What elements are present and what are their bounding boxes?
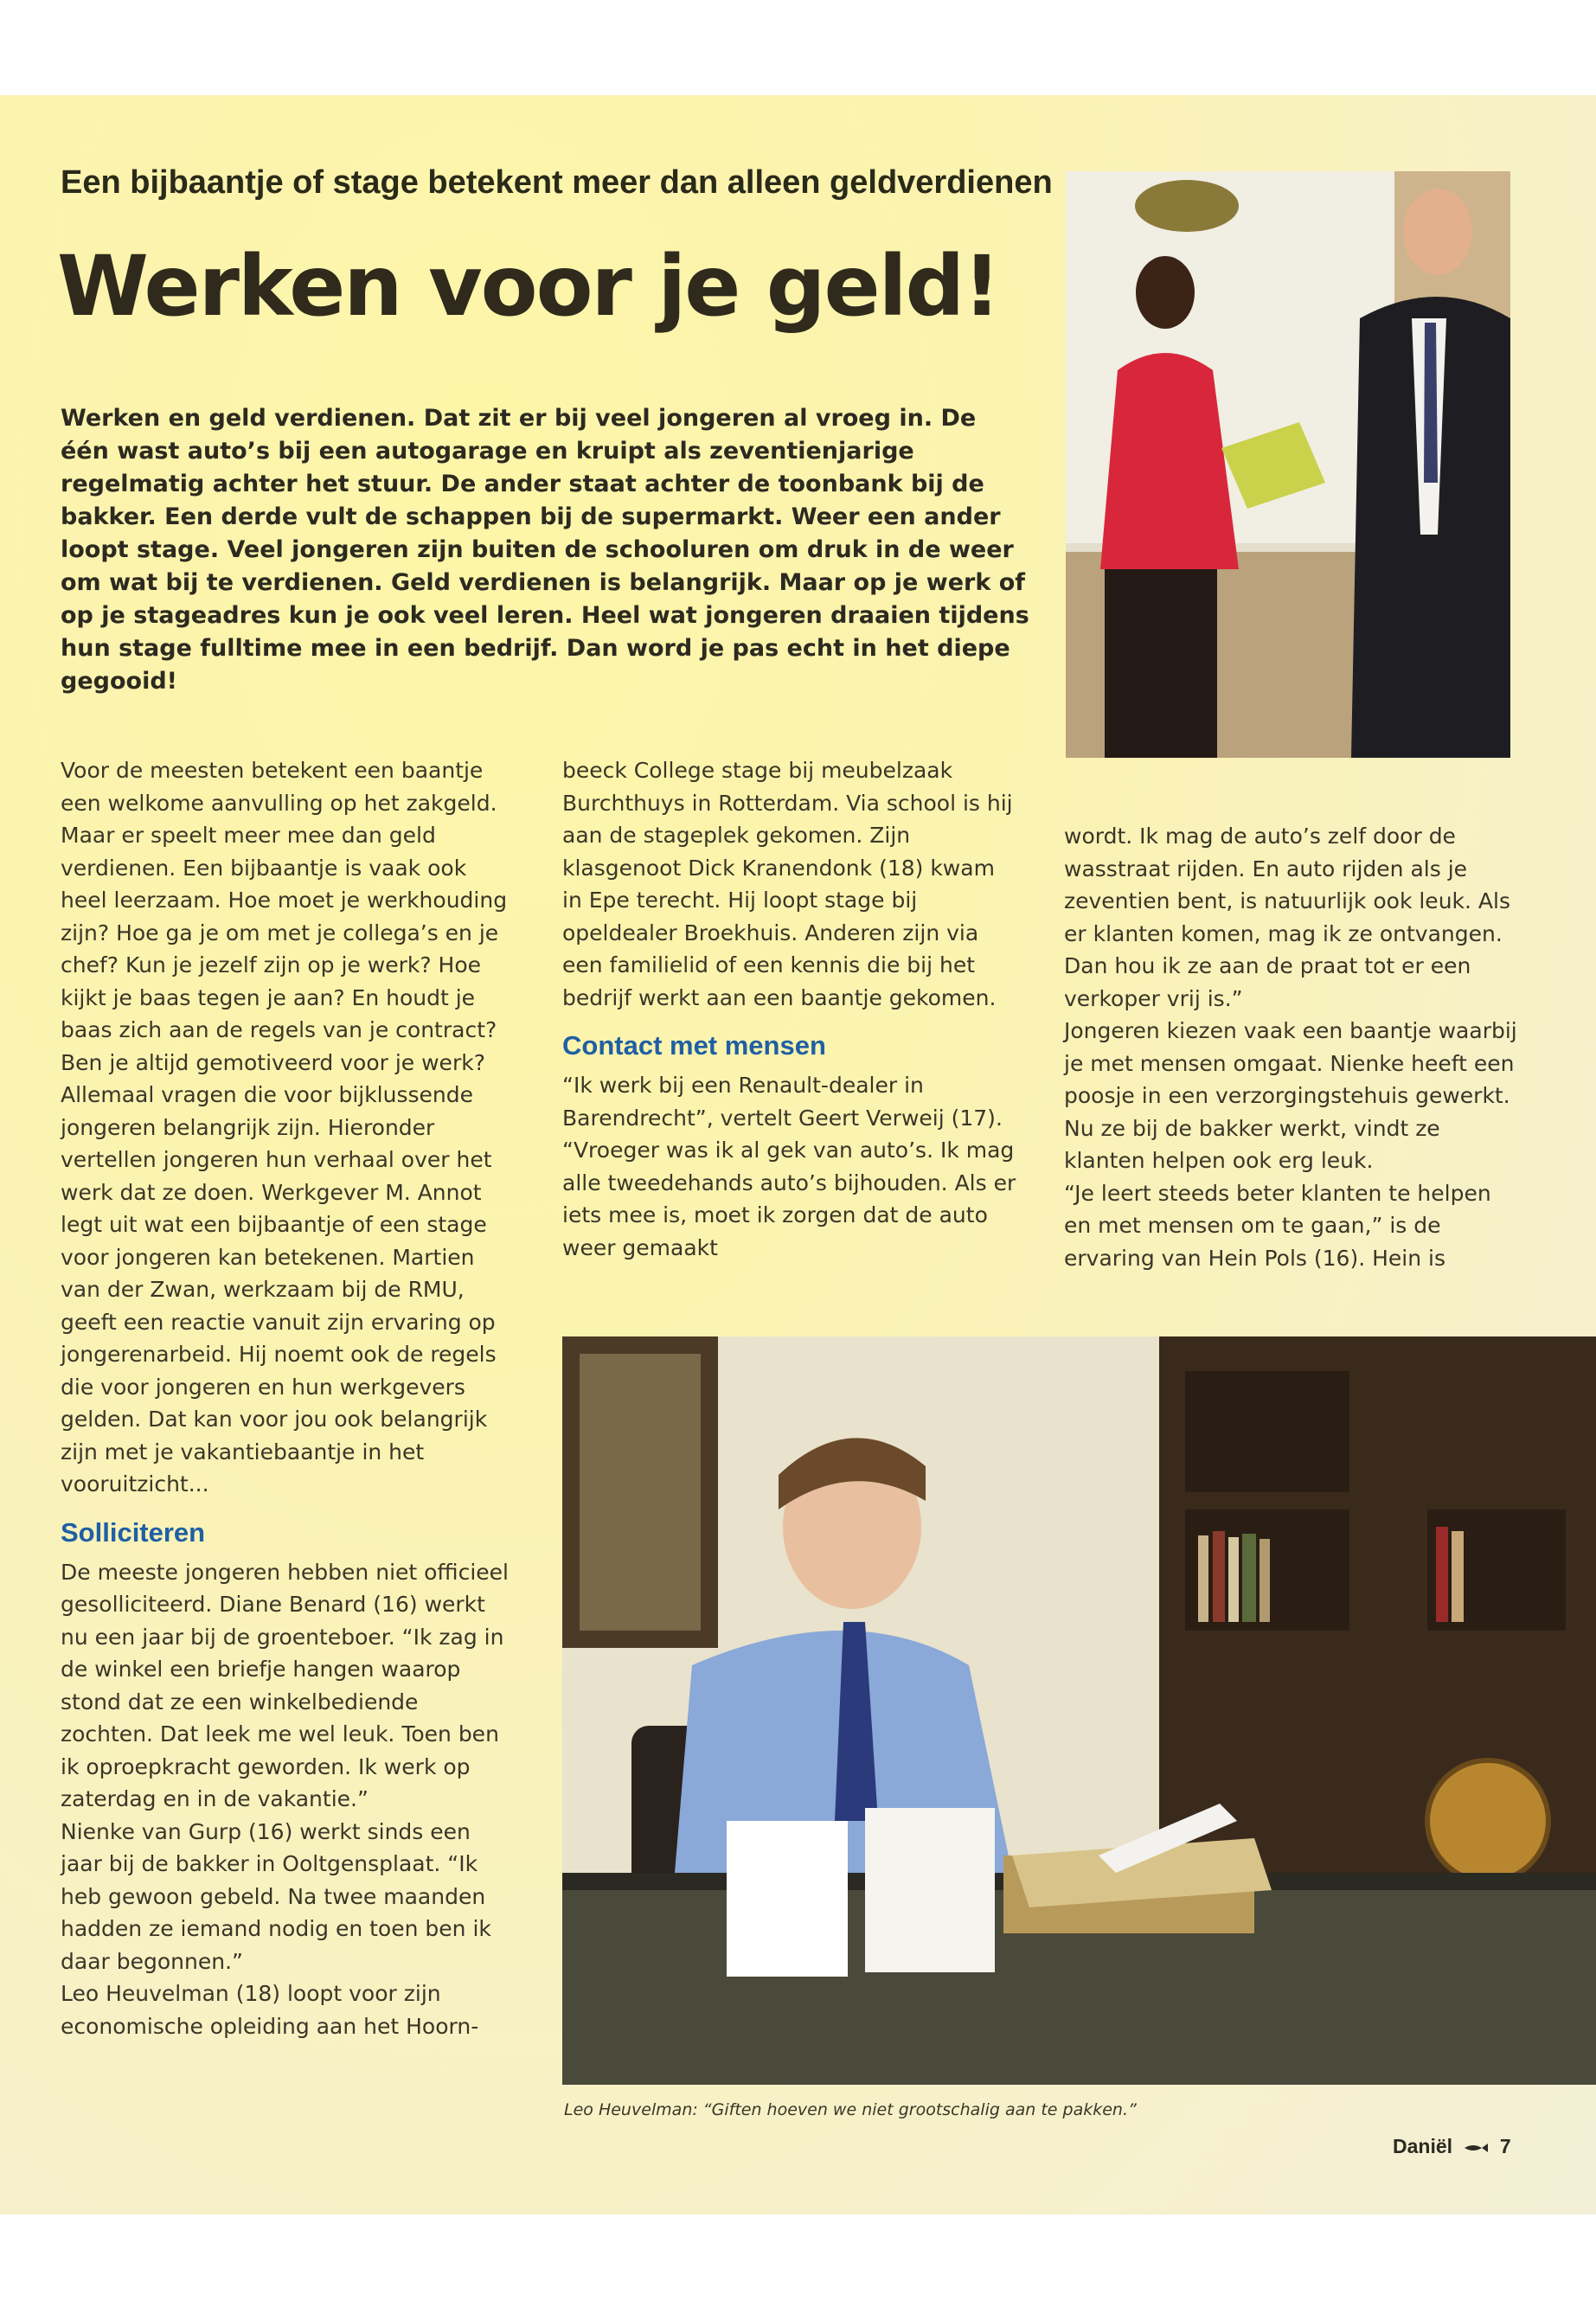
- column-3: [1064, 820, 1522, 1274]
- photo-caption: Leo Heuvelman: “Giften hoeven we niet grootschalig aan te pakken.”: [564, 2100, 1137, 2119]
- heading-contact: Contact met mensen: [562, 1030, 826, 1061]
- fish-icon: [1463, 2143, 1489, 2153]
- paragraph: “Je leert steeds beter klanten te helpen en met mensen om te gaan,” is de ervaring van Hein Pols (16). Hein is: [1064, 1180, 1491, 1271]
- article-lead: Werken en geld verdienen. Dat zit er bij veel jongeren al vroeg in. De één wast auto’s bij een autogarage en kruipt als zeventienjarige regelmatig achter het stuur. De ander staat achter de toonbank bij de bakker. Een derde vult de schappen bij de supermarkt. Weer een ander loopt stage. Veel jongeren zijn buiten de schooluren om druk in de weer om wat bij te verdienen. Geld verdienen is belangrijk. Maar op je werk of op je stageadres kun je ook veel leren. Heel wat jongeren draaien tijdens hun stage fulltime mee in een bedrijf. Dan word je pas echt in het diepe gegooid!: [61, 405, 1029, 695]
- paragraph: Leo Heuvelman (18) loopt voor zijn economische opleiding aan het Hoorn-: [61, 1981, 479, 2039]
- paragraph: Voor de meesten betekent een baantje een welkome aanvulling op het zakgeld. Maar er speelt meer mee dan geld verdienen. Een bijbaantje is vaak ook heel leerzaam. Hoe moet je werkhouding zijn? Hoe ga je om met je collega’s en je chef? Kun je jezelf zijn op je werk? Hoe kijkt je baas tegen je aan? En houdt je baas zich aan de regels van je contract? Ben je altijd gemotiveerd voor je werk? Allemaal vragen die voor bijklussende jongeren belangrijk zijn. Hieronder vertellen jongeren hun verhaal over het werk dat ze doen. Werkgever M. Annot legt uit wat een bijbaantje of een stage voor jongeren kan betekenen. Martien van der Zwan, werkzaam bij de RMU, geeft een reactie vanuit zijn ervaring op jongerenarbeid. Hij noemt ook de regels die voor jongeren en hun werkgevers gelden. Dat kan voor jou ook belangrijk zijn met je vakantiebaantje in het vooruitzicht...: [61, 758, 508, 1497]
- photo-leo-at-desk: [562, 1336, 1596, 2085]
- paragraph: De meeste jongeren hebben niet officieel gesolliciteerd. Diane Benard (16) werkt nu een jaar bij de groenteboer. “Ik zag in de winkel een briefje hangen waarop stond dat ze een winkelbediende zochten. Dat leek me wel leuk. Toen ben ik oproepkracht geworden. Ik werk op zaterdag en in de vakantie.”: [61, 1559, 510, 1811]
- column-2: [562, 754, 1021, 1264]
- photo-handshake: [1066, 171, 1510, 758]
- page-footer: [1393, 2135, 1511, 2158]
- heading-solliciteren: Solliciteren: [61, 1516, 206, 1548]
- article-kicker: Een bijbaantje of stage betekent meer dan alleen geldverdienen: [61, 164, 1053, 201]
- paragraph: beeck College stage bij meubelzaak Burchthuys in Rotterdam. Via school is hij aan de stageplek gekomen. Zijn klasgenoot Dick Kranendonk (18) kwam in Epe terecht. Hij loopt stage bij opeldealer Broekhuis. Anderen zijn via een familielid of een kennis die bij het bedrijf werkt aan een baantje gekomen.: [562, 758, 1013, 1010]
- article-title: Werken voor je geld!: [57, 238, 999, 335]
- paragraph: Nienke van Gurp (16) werkt sinds een jaar bij de bakker in Ooltgensplaat. “Ik heb gewoon gebeld. Na twee maanden hadden ze iemand nodig en toen ben ik daar begonnen.”: [61, 1818, 491, 1974]
- paragraph: wordt. Ik mag de auto’s zelf door de wasstraat rijden. En auto rijden als je zeventien bent, is natuurlijk ook leuk. Als er klanten komen, mag ik ze ontvangen. Dan hou ik ze aan de praat tot er een verkoper vrij is.”: [1064, 824, 1510, 1011]
- magazine-name: Daniël: [1393, 2135, 1453, 2157]
- paragraph: “Ik werk bij een Renault-dealer in Barendrecht”, vertelt Geert Verweij (17). “Vroeger was ik al gek van auto’s. Ik mag alle tweedehands auto’s bijhouden. Als er iets mee is, moet ik zorgen dat de auto weer gemaakt: [562, 1073, 1016, 1260]
- page-number: 7: [1499, 2135, 1511, 2157]
- column-1: [61, 754, 510, 2042]
- paragraph: Jongeren kiezen vaak een baantje waarbij je met mensen omgaat. Nienke heeft een poosje in een verzorgingstehuis gewerkt. Nu ze bij de bakker werkt, vindt ze klanten helpen ook erg leuk.: [1064, 1018, 1517, 1173]
